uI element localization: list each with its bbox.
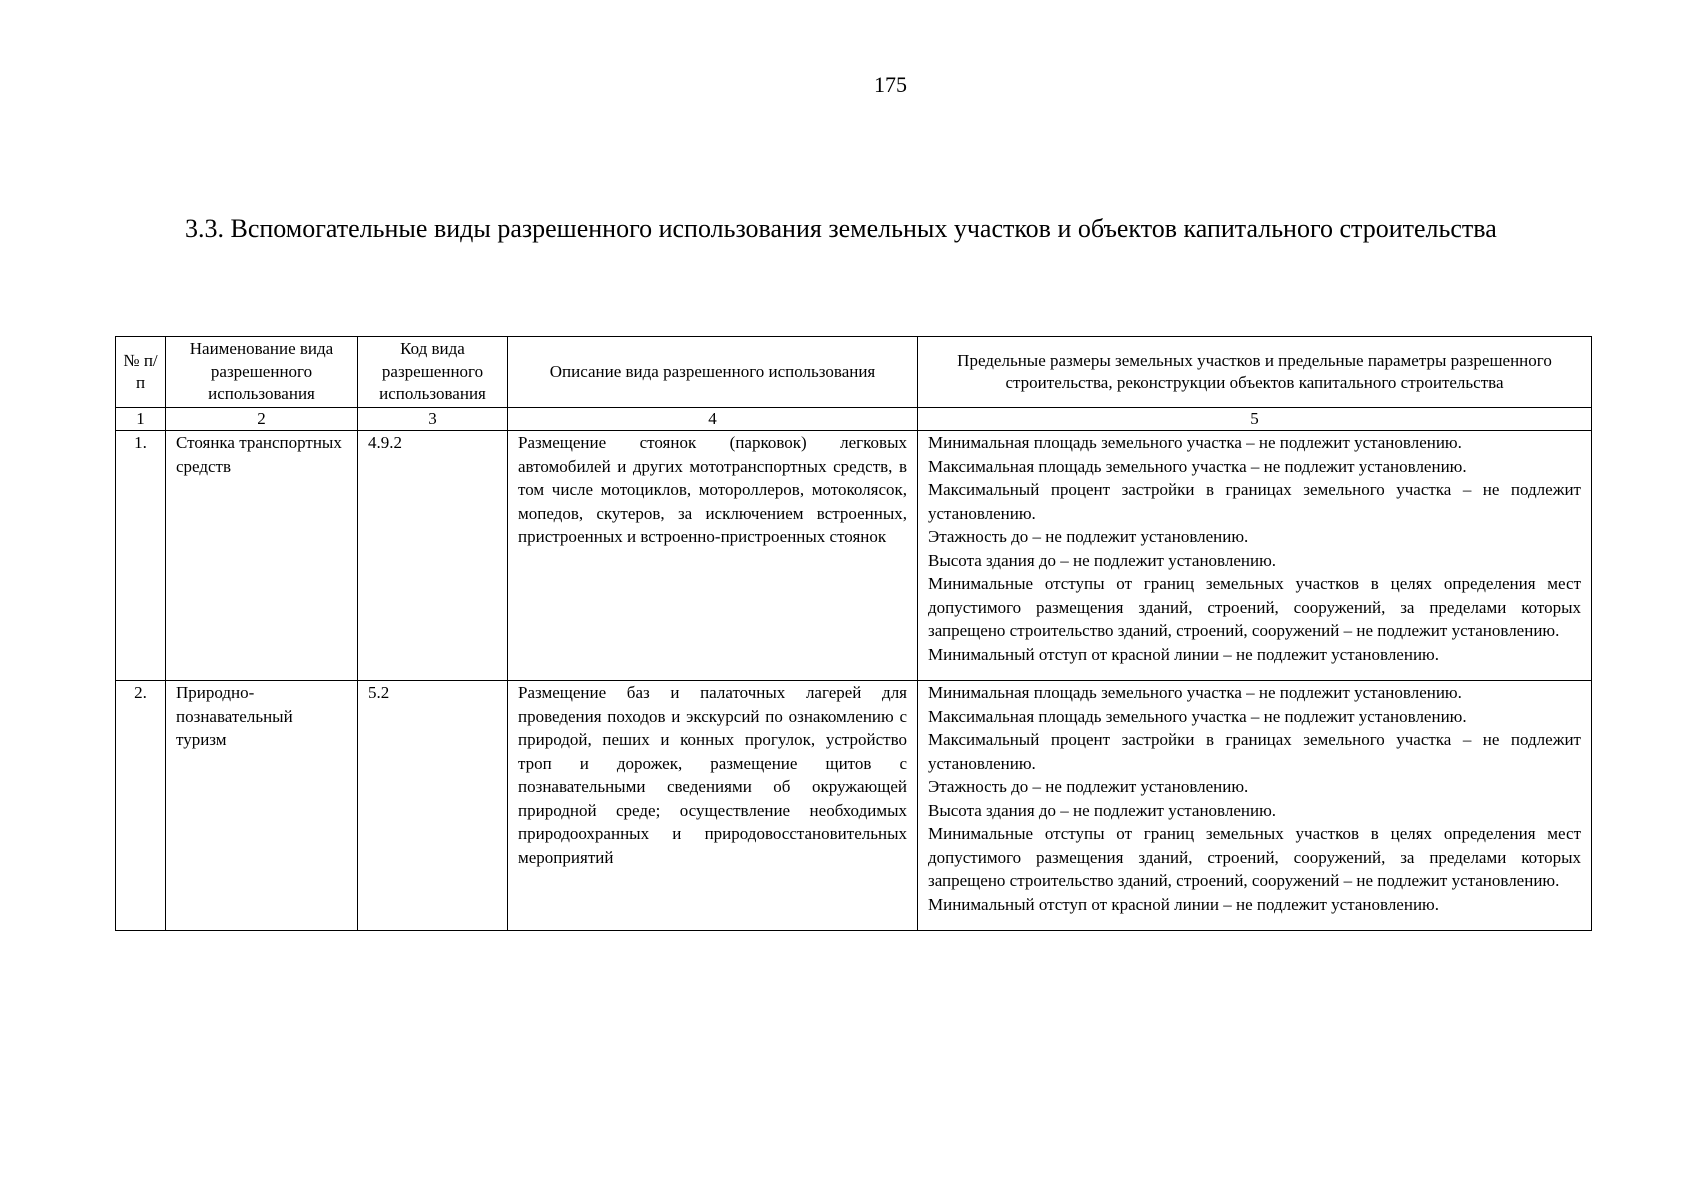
land-use-table [115,336,1592,931]
use-name: Стоянка транспортных средств [166,431,358,681]
column-number: 5 [918,408,1592,431]
param-red-line-setback: Минимальный отступ от красной линии – не подлежит установлению. [928,644,1439,664]
column-number: 3 [358,408,508,431]
table-row [116,431,1592,681]
header-number: № п/п [116,337,166,408]
column-number: 2 [166,408,358,431]
limit-params [918,431,1592,681]
page-number: 175 [874,72,907,97]
param-min-setbacks: Минимальные отступы от границ земельных участков в целях определения мест допустимого размещения зданий, строений, сооружений, за пределами которых запрещено строительство зданий, строений, сооружений – не подлежит установлению. [928,824,1581,890]
column-number-row [116,408,1592,431]
param-min-area: Минимальная площадь земельного участка – не подлежит установлению. [928,683,1462,702]
use-description: Размещение стоянок (парковок) легковых автомобилей и других мототранспортных средств, в том числе мотоциклов, мотороллеров, мотоколясок, мопедов, скутеров, за исключением встроенных, пристроенных и встроенно-пристроенных стоянок [508,431,918,681]
param-max-area: Максимальная площадь земельного участка – не подлежит установлению. [928,706,1467,726]
param-max-area: Максимальная площадь земельного участка – не подлежит установлению. [928,456,1467,476]
header-use-description: Описание вида разрешенного использования [508,337,918,408]
param-min-setbacks: Минимальные отступы от границ земельных участков в целях определения мест допустимого размещения зданий, строений, сооружений, за пределами которых запрещено строительство зданий, строений, сооружений – не подлежит установлению. [928,574,1581,640]
use-code: 5.2 [358,681,508,931]
use-description: Размещение баз и палаточных лагерей для проведения походов и экскурсий по ознакомлению с природой, пеших и конных прогулок, устройство троп и дорожек, размещение щитов с познавательными сведениями об окружающей природной среде; осуществление необходимых природоохранных и природовосстановительных мероприятий [508,681,918,931]
table-row [116,681,1592,931]
param-height: Высота здания до – не подлежит установлению. [928,800,1277,820]
use-name: Природно-познавательный туризм [166,681,358,931]
header-limit-params: Предельные размеры земельных участков и предельные параметры разрешенного строительства, реконструкции объектов капитального строительства [918,337,1592,408]
param-floors: Этажность до – не подлежит установлению. [928,527,1249,546]
section-heading: 3.3. Вспомогательные виды разрешенного использования земельных участков и объектов капитального строительства [185,214,1497,243]
param-min-area: Минимальная площадь земельного участка – не подлежит установлению. [928,433,1462,452]
use-code: 4.9.2 [358,431,508,681]
header-use-code: Код вида разрешенного использования [358,337,508,408]
param-red-line-setback: Минимальный отступ от красной линии – не подлежит установлению. [928,894,1439,914]
row-number: 1. [116,431,166,681]
param-height: Высота здания до – не подлежит установлению. [928,550,1277,570]
limit-params [918,681,1592,931]
param-floors: Этажность до – не подлежит установлению. [928,777,1249,796]
header-use-name: Наименование вида разрешенного использования [166,337,358,408]
column-number: 4 [508,408,918,431]
table-header-row [116,337,1592,408]
param-max-coverage: Максимальный процент застройки в границах земельного участка – не подлежит установлению. [928,480,1581,523]
row-number: 2. [116,681,166,931]
column-number: 1 [116,408,166,431]
param-max-coverage: Максимальный процент застройки в границах земельного участка – не подлежит установлению. [928,730,1581,773]
